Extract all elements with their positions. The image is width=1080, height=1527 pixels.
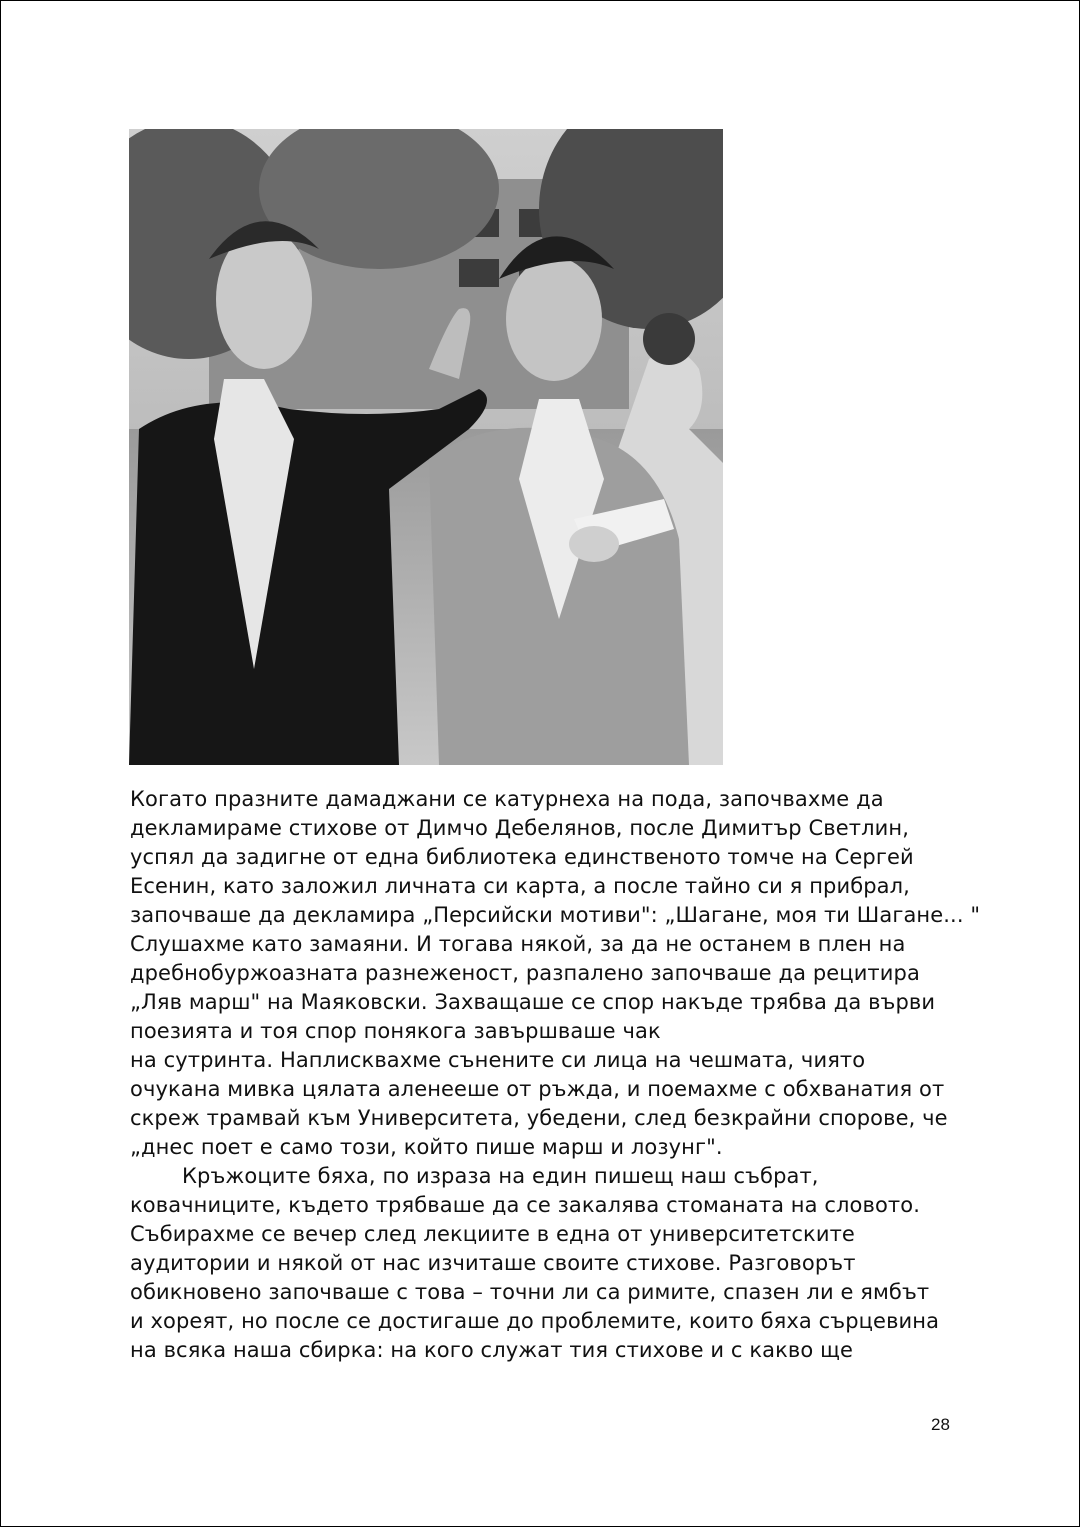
text-line: дребнобуржоазната разнеженост, разпалено започваше да рецитира <box>130 961 920 985</box>
text-line: ковачниците, където трябваше да се закалява стоманата на словото. <box>130 1193 920 1217</box>
text-line: на всяка наша сбирка: на кого служат тия стихове и с какво ще <box>130 1338 853 1362</box>
page-number: 28 <box>931 1415 950 1434</box>
text-line: скреж трамвай към Университета, убедени, след безкрайни спорове, че <box>130 1106 948 1130</box>
text-line: обикновено започваше с това – точни ли са римите, спазен ли е ямбът <box>130 1280 930 1304</box>
text-line: „днес поет е само този, който пише марш и лозунг". <box>130 1135 723 1159</box>
text-line: „Ляв марш" на Маяковски. Захващаше се спор накъде трябва да върви <box>130 990 936 1014</box>
photo-illustration <box>129 129 723 765</box>
text-line: аудитории и някой от нас изчиташе своите стихове. Разговорът <box>130 1251 856 1275</box>
text-line: очукана мивка цялата аленееше от ръжда, и поемахме с обхванатия от <box>130 1077 945 1101</box>
text-line: Когато празните дамаджани се катурнеха на пода, започвахме да <box>130 787 884 811</box>
text-line: успял да задигне от една библиотека единственото томче на Сергей <box>130 845 914 869</box>
text-line: поезията и тоя спор понякога завършваше чак <box>130 1019 661 1043</box>
text-line: декламираме стихове от Димчо Дебелянов, после Димитър Светлин, <box>130 816 909 840</box>
body-text <box>130 785 981 1365</box>
text-line: Събирахме се вечер след лекциите в една от университетските <box>130 1222 855 1246</box>
text-line-indented: Кръжоците бяха, по израза на един пишещ наш събрат, <box>182 1164 819 1188</box>
text-line: на сутринта. Наплисквахме сънените си лица на чешмата, чиято <box>130 1048 866 1072</box>
text-line: и хореят, но после се достигаше до проблемите, които бяха сърцевина <box>130 1309 940 1333</box>
black-and-white-photo <box>129 129 723 765</box>
text-line: Есенин, като заложил личната си карта, а после тайно си я прибрал, <box>130 874 910 898</box>
text-line: започваше да декламира „Персийски мотиви": „Шагане, моя ти Шагане... " <box>130 903 981 927</box>
text-line: Слушахме като замаяни. И тогава някой, за да не останем в плен на <box>130 932 906 956</box>
